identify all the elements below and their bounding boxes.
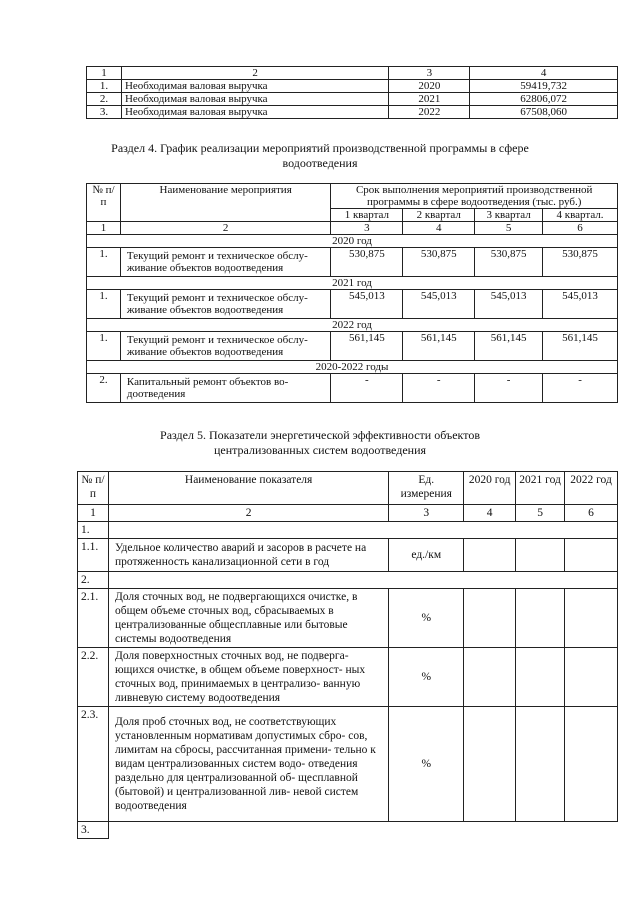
col-number: 3 (389, 67, 470, 80)
row-num: 2.2. (78, 648, 109, 707)
row-num: 1. (87, 332, 121, 361)
row-num: 2.3. (78, 707, 109, 822)
row-value: 545,013 (543, 290, 618, 319)
row-unit: % (389, 648, 464, 707)
table-header-row (87, 67, 618, 80)
row-name: Необходимая валовая выручка (121, 106, 388, 119)
year-row (87, 319, 618, 332)
col-number: 6 (565, 505, 618, 522)
header-name: Наименование показателя (108, 472, 388, 505)
row-num: 3. (87, 106, 122, 119)
row-value: 67508,060 (470, 106, 618, 119)
row-value: 545,013 (331, 290, 403, 319)
row-value: 530,875 (543, 248, 618, 277)
table-row (87, 290, 618, 319)
row-value: 561,145 (331, 332, 403, 361)
section5-title-line2: централизованных систем водоотведения (213, 443, 427, 457)
table-row (87, 106, 618, 119)
row-value: - (475, 374, 543, 403)
row-value: 530,875 (331, 248, 403, 277)
row-year: 2021 (389, 93, 470, 106)
empty-cell (464, 539, 516, 572)
empty-cell (565, 707, 618, 822)
table-row (78, 522, 618, 539)
row-value: 545,013 (475, 290, 543, 319)
row-year: 2022 (389, 106, 470, 119)
section4-title-line2: водоотведения (282, 156, 358, 170)
year-row (87, 361, 618, 374)
table-row (78, 589, 618, 648)
table-header-row (78, 472, 618, 505)
col-number: 1 (78, 505, 109, 522)
table-row (87, 374, 618, 403)
header-name: Наименование мероприятия (120, 184, 330, 222)
row-name: Доля поверхностных сточных вод, не подверга- ющихся очистке, в общем объеме поверхност- ных сточных вод, принимаемых в централизо- ванную ливневую систему водоотведения (108, 648, 388, 707)
col-number: 6 (543, 222, 618, 235)
row-num: 1. (87, 80, 122, 93)
table-row (78, 822, 618, 839)
col-number: 2 (108, 505, 388, 522)
col-number: 4 (403, 222, 475, 235)
row-value: 545,013 (403, 290, 475, 319)
revenue-table (86, 66, 618, 119)
col-number: 5 (475, 222, 543, 235)
col-number: 4 (464, 505, 516, 522)
row-name: Текущий ремонт и техническое обслу- живание объектов водоотведения (120, 290, 330, 319)
col-numbers-row (87, 222, 618, 235)
header-q3: 3 квартал (475, 209, 543, 222)
empty-cell (464, 648, 516, 707)
row-name (108, 522, 617, 539)
efficiency-table (77, 471, 618, 839)
table-header-row (87, 184, 618, 209)
row-name: Текущий ремонт и техническое обслу- живание объектов водоотведения (120, 248, 330, 277)
header-num: № п/п (87, 184, 121, 222)
row-name: Необходимая валовая выручка (121, 80, 388, 93)
header-unit: Ед. измерения (389, 472, 464, 505)
row-num: 1. (87, 290, 121, 319)
col-number: 3 (389, 505, 464, 522)
section5-title (0, 428, 640, 458)
section4-title-line1: Раздел 4. График реализации мероприятий производственной программы в сфере (111, 141, 529, 155)
header-2021: 2021 год (516, 472, 565, 505)
section4-title (0, 141, 640, 171)
year-row (87, 277, 618, 290)
table-row (87, 80, 618, 93)
row-num: 1. (87, 248, 121, 277)
empty-cell (565, 589, 618, 648)
col-number: 1 (87, 67, 122, 80)
row-value: 561,145 (543, 332, 618, 361)
table-row (87, 248, 618, 277)
row-name: Удельное количество аварий и засоров в расчете на протяженность канализационной сети в год (108, 539, 388, 572)
row-value: 561,145 (403, 332, 475, 361)
schedule-table (86, 183, 618, 403)
year-row (87, 235, 618, 248)
row-num: 3. (78, 822, 109, 839)
empty-cell (565, 539, 618, 572)
header-2020: 2020 год (464, 472, 516, 505)
col-number: 2 (121, 67, 388, 80)
section5-title-line1: Раздел 5. Показатели энергетической эффективности объектов (160, 428, 480, 442)
header-q2: 2 квартал (403, 209, 475, 222)
row-num: 2. (87, 374, 121, 403)
row-year: 2020 (389, 80, 470, 93)
row-value: 530,875 (403, 248, 475, 277)
empty-cell (464, 707, 516, 822)
empty-cell (464, 589, 516, 648)
empty-cell (565, 648, 618, 707)
table-row (78, 707, 618, 822)
row-unit: % (389, 589, 464, 648)
header-period: Срок выполнения мероприятий производственной программы в сфере водоотведения (тыс. руб.) (331, 184, 618, 209)
year-label: 2021 год (87, 277, 618, 290)
row-num: 2. (78, 572, 109, 589)
row-name: Капитальный ремонт объектов во- доотведения (120, 374, 330, 403)
row-unit: ед./км (389, 539, 464, 572)
row-name: Текущий ремонт и техническое обслу- живание объектов водоотведения (120, 332, 330, 361)
table-row (78, 572, 618, 589)
col-number: 1 (87, 222, 121, 235)
header-q4: 4 квартал. (543, 209, 618, 222)
row-num: 1. (78, 522, 109, 539)
year-label: 2020-2022 годы (87, 361, 618, 374)
table-row (78, 648, 618, 707)
row-name (108, 572, 617, 589)
row-value: - (331, 374, 403, 403)
row-value: 62806,072 (470, 93, 618, 106)
row-value: 59419,732 (470, 80, 618, 93)
empty-cell (516, 539, 565, 572)
row-name: Доля сточных вод, не подвергающихся очистке, в общем объеме сточных вод, сбрасываемых в централизованные общесплавные или бытовые системы водоотведения (108, 589, 388, 648)
row-value: - (403, 374, 475, 403)
col-number: 2 (120, 222, 330, 235)
row-value: 530,875 (475, 248, 543, 277)
row-unit: % (389, 707, 464, 822)
col-number: 4 (470, 67, 618, 80)
year-label: 2022 год (87, 319, 618, 332)
header-2022: 2022 год (565, 472, 618, 505)
header-q1: 1 квартал (331, 209, 403, 222)
col-number: 5 (516, 505, 565, 522)
row-value: 561,145 (475, 332, 543, 361)
table-row (87, 93, 618, 106)
empty-cell (516, 589, 565, 648)
row-name (108, 822, 617, 839)
table-row (78, 539, 618, 572)
row-num: 1.1. (78, 539, 109, 572)
empty-cell (516, 648, 565, 707)
year-label: 2020 год (87, 235, 618, 248)
col-numbers-row (78, 505, 618, 522)
empty-cell (516, 707, 565, 822)
row-name: Доля проб сточных вод, не соответствующих установленным нормативам допустимых сбро- сов, лимитам на сбросы, рассчитанная примени- тельно к видам централизованных систем водо- отведения раздельно для централизованной об- щесплавной (бытовой) и централизованной лив- невой систем водоотведения (108, 707, 388, 822)
row-num: 2.1. (78, 589, 109, 648)
row-num: 2. (87, 93, 122, 106)
row-name: Необходимая валовая выручка (121, 93, 388, 106)
row-value: - (543, 374, 618, 403)
col-number: 3 (331, 222, 403, 235)
header-num: № п/п (78, 472, 109, 505)
table-row (87, 332, 618, 361)
